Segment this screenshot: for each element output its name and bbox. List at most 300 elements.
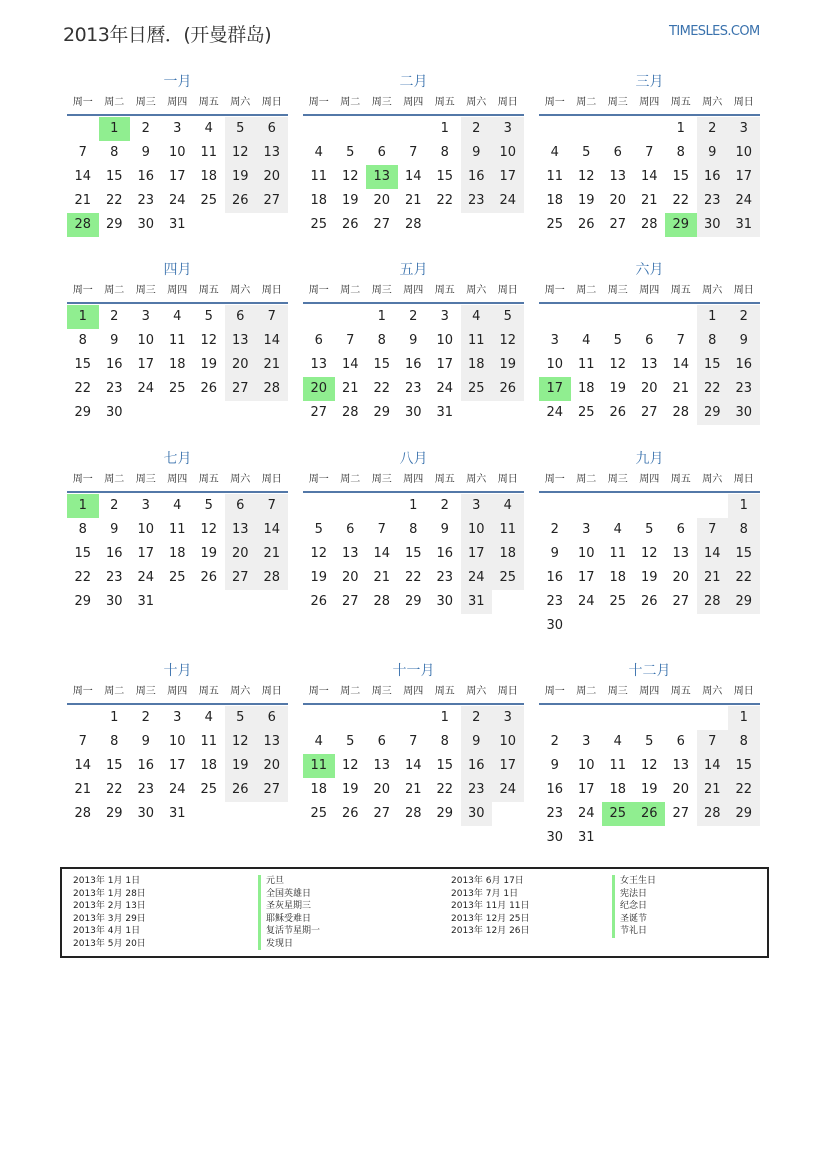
day-cell: 14 [404,169,422,184]
legend-date: 2013年 6月 17日 [451,876,524,886]
day-cell: 12 [200,333,218,348]
legend-holiday-name: 宪法日 [612,888,656,901]
day-cell: 15 [728,542,760,566]
day-cell: 25 [577,405,595,420]
day-cell: 2 [141,121,150,136]
weekday-label: 周一 [544,97,565,108]
day-cell: 15 [105,758,123,773]
weekday-label: 周六 [702,474,723,485]
day-cell: 3 [173,710,182,725]
day-cell: 1 [676,121,685,136]
day-cell: 24 [546,405,564,420]
day-cell: 23 [137,782,155,797]
holiday-day-cell: 26 [634,802,666,826]
day-cell: 25 [310,806,328,821]
month-title: 三月 [635,74,664,90]
day-cell: 3 [173,121,182,136]
day-cell: 4 [582,333,591,348]
weekday-label: 周六 [230,285,251,296]
month-title: 十月 [163,663,192,679]
day-cell: 5 [204,309,213,324]
weekday-header [67,93,288,116]
day-cell: 26 [341,217,359,232]
day-cell: 27 [225,377,257,401]
day-cell: 6 [225,494,257,518]
holiday-day-cell: 20 [303,377,335,401]
day-cell: 27 [341,594,359,609]
day-cell: 28 [697,590,729,614]
day-cell: 11 [577,357,595,372]
holiday-day-cell: 1 [67,305,99,329]
legend-holiday-name: 圣灰星期三 [258,900,320,913]
legend-date: 2013年 3月 29日 [73,913,146,924]
day-cell: 24 [492,189,524,213]
month-title: 二月 [399,74,428,90]
day-cell: 6 [613,145,622,160]
day-cell: 30 [436,594,454,609]
day-cell: 22 [728,566,760,590]
weekday-label: 周三 [607,686,628,697]
weekday-label: 周六 [230,686,251,697]
month-block [67,450,288,614]
day-cell: 16 [546,570,564,585]
weekday-label: 周二 [576,97,597,108]
day-cell: 28 [256,377,288,401]
empty-cell [697,494,729,518]
day-cell: 30 [546,830,564,845]
day-cell: 26 [200,570,218,585]
day-cell: 19 [200,546,218,561]
holiday-day-cell: 1 [67,494,99,518]
day-cell: 19 [577,193,595,208]
day-cell: 13 [672,758,690,773]
day-cell: 24 [577,594,595,609]
day-cell: 13 [609,169,627,184]
day-cell: 10 [168,145,186,160]
weekday-label: 周六 [702,686,723,697]
weekday-label: 周三 [371,285,392,296]
empty-cell [335,305,367,329]
weekday-label: 周二 [104,97,125,108]
legend-holiday-name: 女王生日 [612,875,656,888]
day-cell: 19 [341,193,359,208]
empty-cell [571,305,603,329]
day-cell: 18 [310,193,328,208]
legend-dates-col2 [451,875,530,938]
day-cell: 9 [440,522,449,537]
day-cell: 18 [461,353,493,377]
day-cell: 21 [74,782,92,797]
day-cell: 3 [492,706,524,730]
day-cell: 4 [613,522,622,537]
day-cell: 24 [137,570,155,585]
day-cell: 17 [492,165,524,189]
day-grid [539,493,760,638]
month-block [539,73,760,237]
day-cell: 19 [640,782,658,797]
day-cell: 4 [173,309,182,324]
day-cell: 29 [728,590,760,614]
day-cell: 29 [105,217,123,232]
day-cell: 23 [461,778,493,802]
weekday-label: 周四 [403,474,424,485]
weekday-label: 周五 [198,97,219,108]
day-cell: 14 [373,546,391,561]
day-cell: 30 [105,594,123,609]
weekday-label: 周六 [466,474,487,485]
day-cell: 9 [141,734,150,749]
day-cell: 5 [582,145,591,160]
day-cell: 14 [640,169,658,184]
weekday-label: 周三 [135,97,156,108]
month-block [67,73,288,237]
weekday-label: 周日 [497,285,518,296]
day-cell: 20 [256,754,288,778]
day-cell: 2 [141,710,150,725]
day-cell: 19 [310,570,328,585]
day-cell: 14 [256,329,288,353]
weekday-label: 周六 [702,285,723,296]
weekday-header [539,281,760,304]
weekday-label: 周四 [167,285,188,296]
day-cell: 1 [377,309,386,324]
day-cell: 2 [110,309,119,324]
day-cell: 23 [728,377,760,401]
weekday-label: 周六 [466,686,487,697]
day-cell: 20 [640,381,658,396]
day-cell: 26 [310,594,328,609]
month-title: 一月 [163,74,192,90]
day-cell: 16 [461,754,493,778]
day-cell: 17 [168,758,186,773]
day-cell: 25 [546,217,564,232]
weekday-label: 周二 [104,474,125,485]
day-cell: 15 [404,546,422,561]
legend-holiday-name: 元旦 [258,875,320,888]
day-cell: 6 [225,305,257,329]
weekday-label: 周五 [198,285,219,296]
weekday-label: 周二 [340,686,361,697]
legend-holiday-name: 全国英雄日 [258,888,320,901]
day-cell: 3 [550,333,559,348]
weekday-label: 周四 [639,474,660,485]
day-cell: 5 [645,522,654,537]
month-block [67,261,288,425]
weekday-label: 周二 [576,474,597,485]
month-block [303,450,524,614]
day-cell: 22 [404,570,422,585]
day-cell: 16 [697,165,729,189]
day-cell: 6 [377,145,386,160]
day-cell: 7 [645,145,654,160]
weekday-label: 周二 [104,686,125,697]
day-cell: 4 [461,305,493,329]
weekday-label: 周三 [607,285,628,296]
day-cell: 26 [577,217,595,232]
day-cell: 12 [640,758,658,773]
day-cell: 5 [492,305,524,329]
day-cell: 26 [609,405,627,420]
weekday-label: 周五 [670,474,691,485]
holiday-day-cell: 25 [602,802,634,826]
day-cell: 11 [492,518,524,542]
weekday-label: 周四 [167,97,188,108]
day-cell: 6 [256,706,288,730]
day-cell: 22 [373,381,391,396]
empty-cell [67,706,99,730]
weekday-label: 周日 [261,285,282,296]
empty-cell [571,117,603,141]
day-cell: 13 [373,758,391,773]
day-cell: 23 [105,381,123,396]
empty-cell [539,117,571,141]
day-cell: 14 [256,518,288,542]
day-cell: 3 [461,494,493,518]
day-cell: 23 [105,570,123,585]
day-cell: 24 [461,566,493,590]
day-cell: 22 [436,782,454,797]
day-cell: 13 [341,546,359,561]
weekday-label: 周三 [371,97,392,108]
day-cell: 6 [676,734,685,749]
day-cell: 8 [78,522,87,537]
day-cell: 29 [105,806,123,821]
day-cell: 4 [204,710,213,725]
day-cell: 2 [461,117,493,141]
day-cell: 12 [341,758,359,773]
month-title: 四月 [163,262,192,278]
day-cell: 9 [461,141,493,165]
day-cell: 20 [373,782,391,797]
month-block [303,261,524,425]
weekday-label: 周五 [670,686,691,697]
empty-cell [539,706,571,730]
day-cell: 15 [728,754,760,778]
day-cell: 10 [546,357,564,372]
day-grid [67,304,288,425]
empty-cell [634,494,666,518]
day-cell: 6 [377,734,386,749]
legend-names-col1 [258,875,320,950]
day-cell: 18 [200,169,218,184]
weekday-label: 周一 [72,285,93,296]
day-cell: 11 [461,329,493,353]
day-cell: 6 [256,117,288,141]
day-cell: 4 [314,145,323,160]
day-cell: 2 [440,498,449,513]
day-cell: 20 [672,570,690,585]
day-cell: 4 [314,734,323,749]
weekday-header [303,682,524,705]
day-cell: 27 [310,405,328,420]
day-cell: 14 [697,754,729,778]
day-cell: 10 [492,141,524,165]
day-cell: 31 [577,830,595,845]
day-cell: 11 [310,169,328,184]
day-grid [303,304,524,425]
day-cell: 14 [697,542,729,566]
weekday-label: 周五 [670,285,691,296]
day-cell: 20 [341,570,359,585]
day-cell: 19 [492,353,524,377]
empty-cell [303,494,335,518]
site-link[interactable]: TIMESLES.COM [669,24,760,39]
day-cell: 11 [200,734,218,749]
day-cell: 21 [640,193,658,208]
day-cell: 18 [200,758,218,773]
day-cell: 3 [728,117,760,141]
weekday-header [303,93,524,116]
day-cell: 3 [582,522,591,537]
day-cell: 4 [204,121,213,136]
day-cell: 1 [440,121,449,136]
day-cell: 28 [74,806,92,821]
day-cell: 14 [341,357,359,372]
empty-cell [366,494,398,518]
day-cell: 30 [137,806,155,821]
day-cell: 23 [546,806,564,821]
empty-cell [634,117,666,141]
day-cell: 26 [225,189,257,213]
day-cell: 19 [225,165,257,189]
day-cell: 10 [577,546,595,561]
day-cell: 9 [461,730,493,754]
day-cell: 7 [78,734,87,749]
day-cell: 22 [74,570,92,585]
day-cell: 5 [613,333,622,348]
day-cell: 20 [373,193,391,208]
day-cell: 20 [672,782,690,797]
weekday-label: 周日 [497,686,518,697]
legend-holiday-name: 发现日 [258,938,320,951]
day-cell: 14 [74,758,92,773]
day-cell: 15 [672,169,690,184]
day-cell: 18 [492,542,524,566]
day-cell: 24 [577,806,595,821]
page-title: 2013年日曆．(开曼群岛) [63,24,272,46]
day-grid [303,116,524,237]
day-cell: 24 [168,193,186,208]
month-block [539,450,760,638]
empty-cell [602,117,634,141]
day-cell: 26 [640,594,658,609]
day-cell: 16 [105,357,123,372]
weekday-label: 周四 [403,285,424,296]
month-title: 六月 [635,262,664,278]
day-cell: 25 [461,377,493,401]
day-cell: 28 [404,217,422,232]
weekday-header [303,470,524,493]
day-cell: 8 [440,145,449,160]
day-cell: 4 [550,145,559,160]
day-cell: 8 [728,730,760,754]
weekday-label: 周四 [639,285,660,296]
month-title: 十一月 [392,663,435,679]
empty-cell [602,494,634,518]
day-cell: 16 [436,546,454,561]
weekday-label: 周日 [733,285,754,296]
day-cell: 24 [728,189,760,213]
day-cell: 29 [373,405,391,420]
day-cell: 2 [110,498,119,513]
day-cell: 27 [640,405,658,420]
empty-cell [303,117,335,141]
day-cell: 23 [546,594,564,609]
day-cell: 27 [609,217,627,232]
day-cell: 8 [377,333,386,348]
day-cell: 29 [404,594,422,609]
day-cell: 15 [105,169,123,184]
day-cell: 21 [404,193,422,208]
weekday-label: 周五 [670,97,691,108]
day-cell: 29 [436,806,454,821]
legend-date: 2013年 5月 20日 [73,938,146,949]
legend-date: 2013年 4月 1日 [73,926,141,936]
day-cell: 23 [404,381,422,396]
day-cell: 10 [137,522,155,537]
day-cell: 22 [436,193,454,208]
day-cell: 28 [640,217,658,232]
day-cell: 19 [341,782,359,797]
day-cell: 12 [577,169,595,184]
empty-cell [335,706,367,730]
day-cell: 12 [225,730,257,754]
day-cell: 20 [256,165,288,189]
day-grid [539,116,760,237]
day-cell: 27 [373,806,391,821]
legend-date: 2013年 2月 13日 [73,901,146,911]
empty-cell [67,117,99,141]
day-cell: 2 [550,734,559,749]
day-cell: 30 [404,405,422,420]
day-cell: 30 [546,618,564,633]
day-cell: 31 [168,806,186,821]
empty-cell [665,494,697,518]
weekday-label: 周二 [340,474,361,485]
day-cell: 14 [672,357,690,372]
day-cell: 22 [672,193,690,208]
weekday-label: 周一 [72,474,93,485]
weekday-label: 周日 [261,474,282,485]
empty-cell [602,305,634,329]
day-cell: 2 [728,305,760,329]
day-cell: 21 [404,782,422,797]
legend-date: 2013年 12月 25日 [451,913,530,924]
day-cell: 10 [436,333,454,348]
weekday-label: 周三 [607,474,628,485]
day-cell: 20 [225,353,257,377]
day-cell: 29 [728,802,760,826]
day-cell: 13 [672,546,690,561]
day-cell: 5 [225,117,257,141]
day-cell: 7 [676,333,685,348]
day-cell: 28 [373,594,391,609]
day-cell: 27 [256,189,288,213]
day-cell: 9 [409,333,418,348]
day-cell: 22 [697,377,729,401]
legend-holiday-name: 纪念日 [612,900,656,913]
month-block [67,662,288,826]
day-cell: 8 [409,522,418,537]
day-cell: 28 [404,806,422,821]
day-cell: 8 [440,734,449,749]
day-cell: 23 [697,189,729,213]
weekday-label: 周二 [576,285,597,296]
day-cell: 17 [137,546,155,561]
day-cell: 7 [409,734,418,749]
day-cell: 27 [672,806,690,821]
day-cell: 30 [105,405,123,420]
